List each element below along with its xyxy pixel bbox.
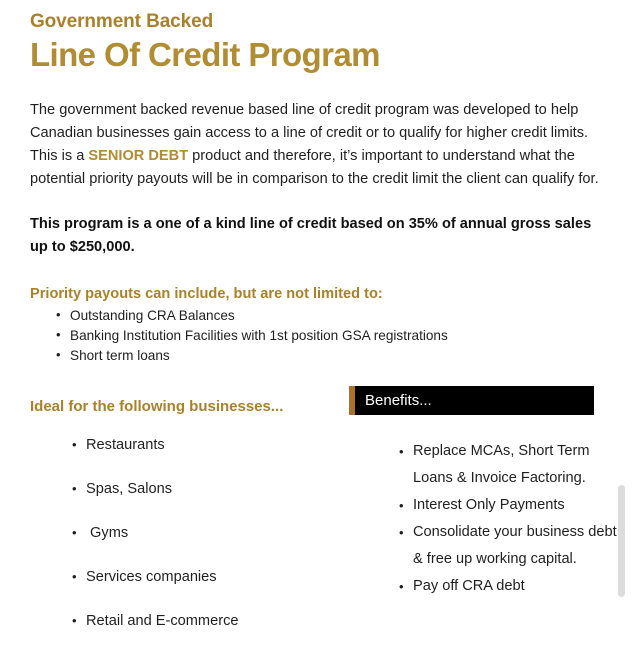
list-item: • Restaurants xyxy=(72,436,362,455)
list-item: • Pay off CRA debt xyxy=(399,573,629,600)
columns-content-row xyxy=(30,436,617,650)
list-item: • Consolidate your business debt & free up working capital. xyxy=(399,519,629,573)
columns-header-row xyxy=(30,386,610,430)
benefits-heading: Benefits... xyxy=(365,391,432,409)
scrollbar-thumb[interactable] xyxy=(618,485,625,597)
priority-payouts-list xyxy=(30,306,610,366)
list-item: • Services companies xyxy=(72,568,362,587)
page-title: Line Of Credit Program xyxy=(30,35,380,73)
intro-paragraph xyxy=(30,75,610,191)
list-item: • Outstanding CRA Balances xyxy=(56,306,610,326)
list-item: • Replace MCAs, Short Term Loans & Invoice Factoring. xyxy=(399,438,629,492)
intro-text-part1: The government backed revenue based line of credit program was developed to help Canadian businesses gain access to a line of credit or to qualify for higher credit limits. This is a xyxy=(30,101,589,164)
priority-payouts-heading: Priority payouts can include, but are not limited to: xyxy=(30,285,383,302)
intro-text-part2: product and therefore, it’s important to understand what the potential priority payouts will be in comparison to the credit limit the client can qualify for. xyxy=(30,147,599,187)
list-item: • Gyms xyxy=(72,524,362,543)
list-item: • Retail and E-commerce xyxy=(72,612,362,631)
businesses-list xyxy=(38,436,362,656)
ideal-businesses-heading: Ideal for the following businesses... xyxy=(30,397,284,415)
program-summary-paragraph: This program is a one of a kind line of credit based on 35% of annual gross sales up to $250,000. xyxy=(30,215,592,255)
eyebrow-heading: Government Backed xyxy=(30,11,214,32)
list-item: • Spas, Salons xyxy=(72,480,362,499)
senior-debt-highlight: SENIOR DEBT xyxy=(88,147,189,164)
benefits-banner xyxy=(349,386,594,415)
benefits-list xyxy=(373,438,629,600)
list-item: • Interest Only Payments xyxy=(399,492,629,519)
list-item: • Banking Institution Facilities with 1st position GSA registrations xyxy=(56,326,610,346)
list-item: • Short term loans xyxy=(56,346,610,366)
